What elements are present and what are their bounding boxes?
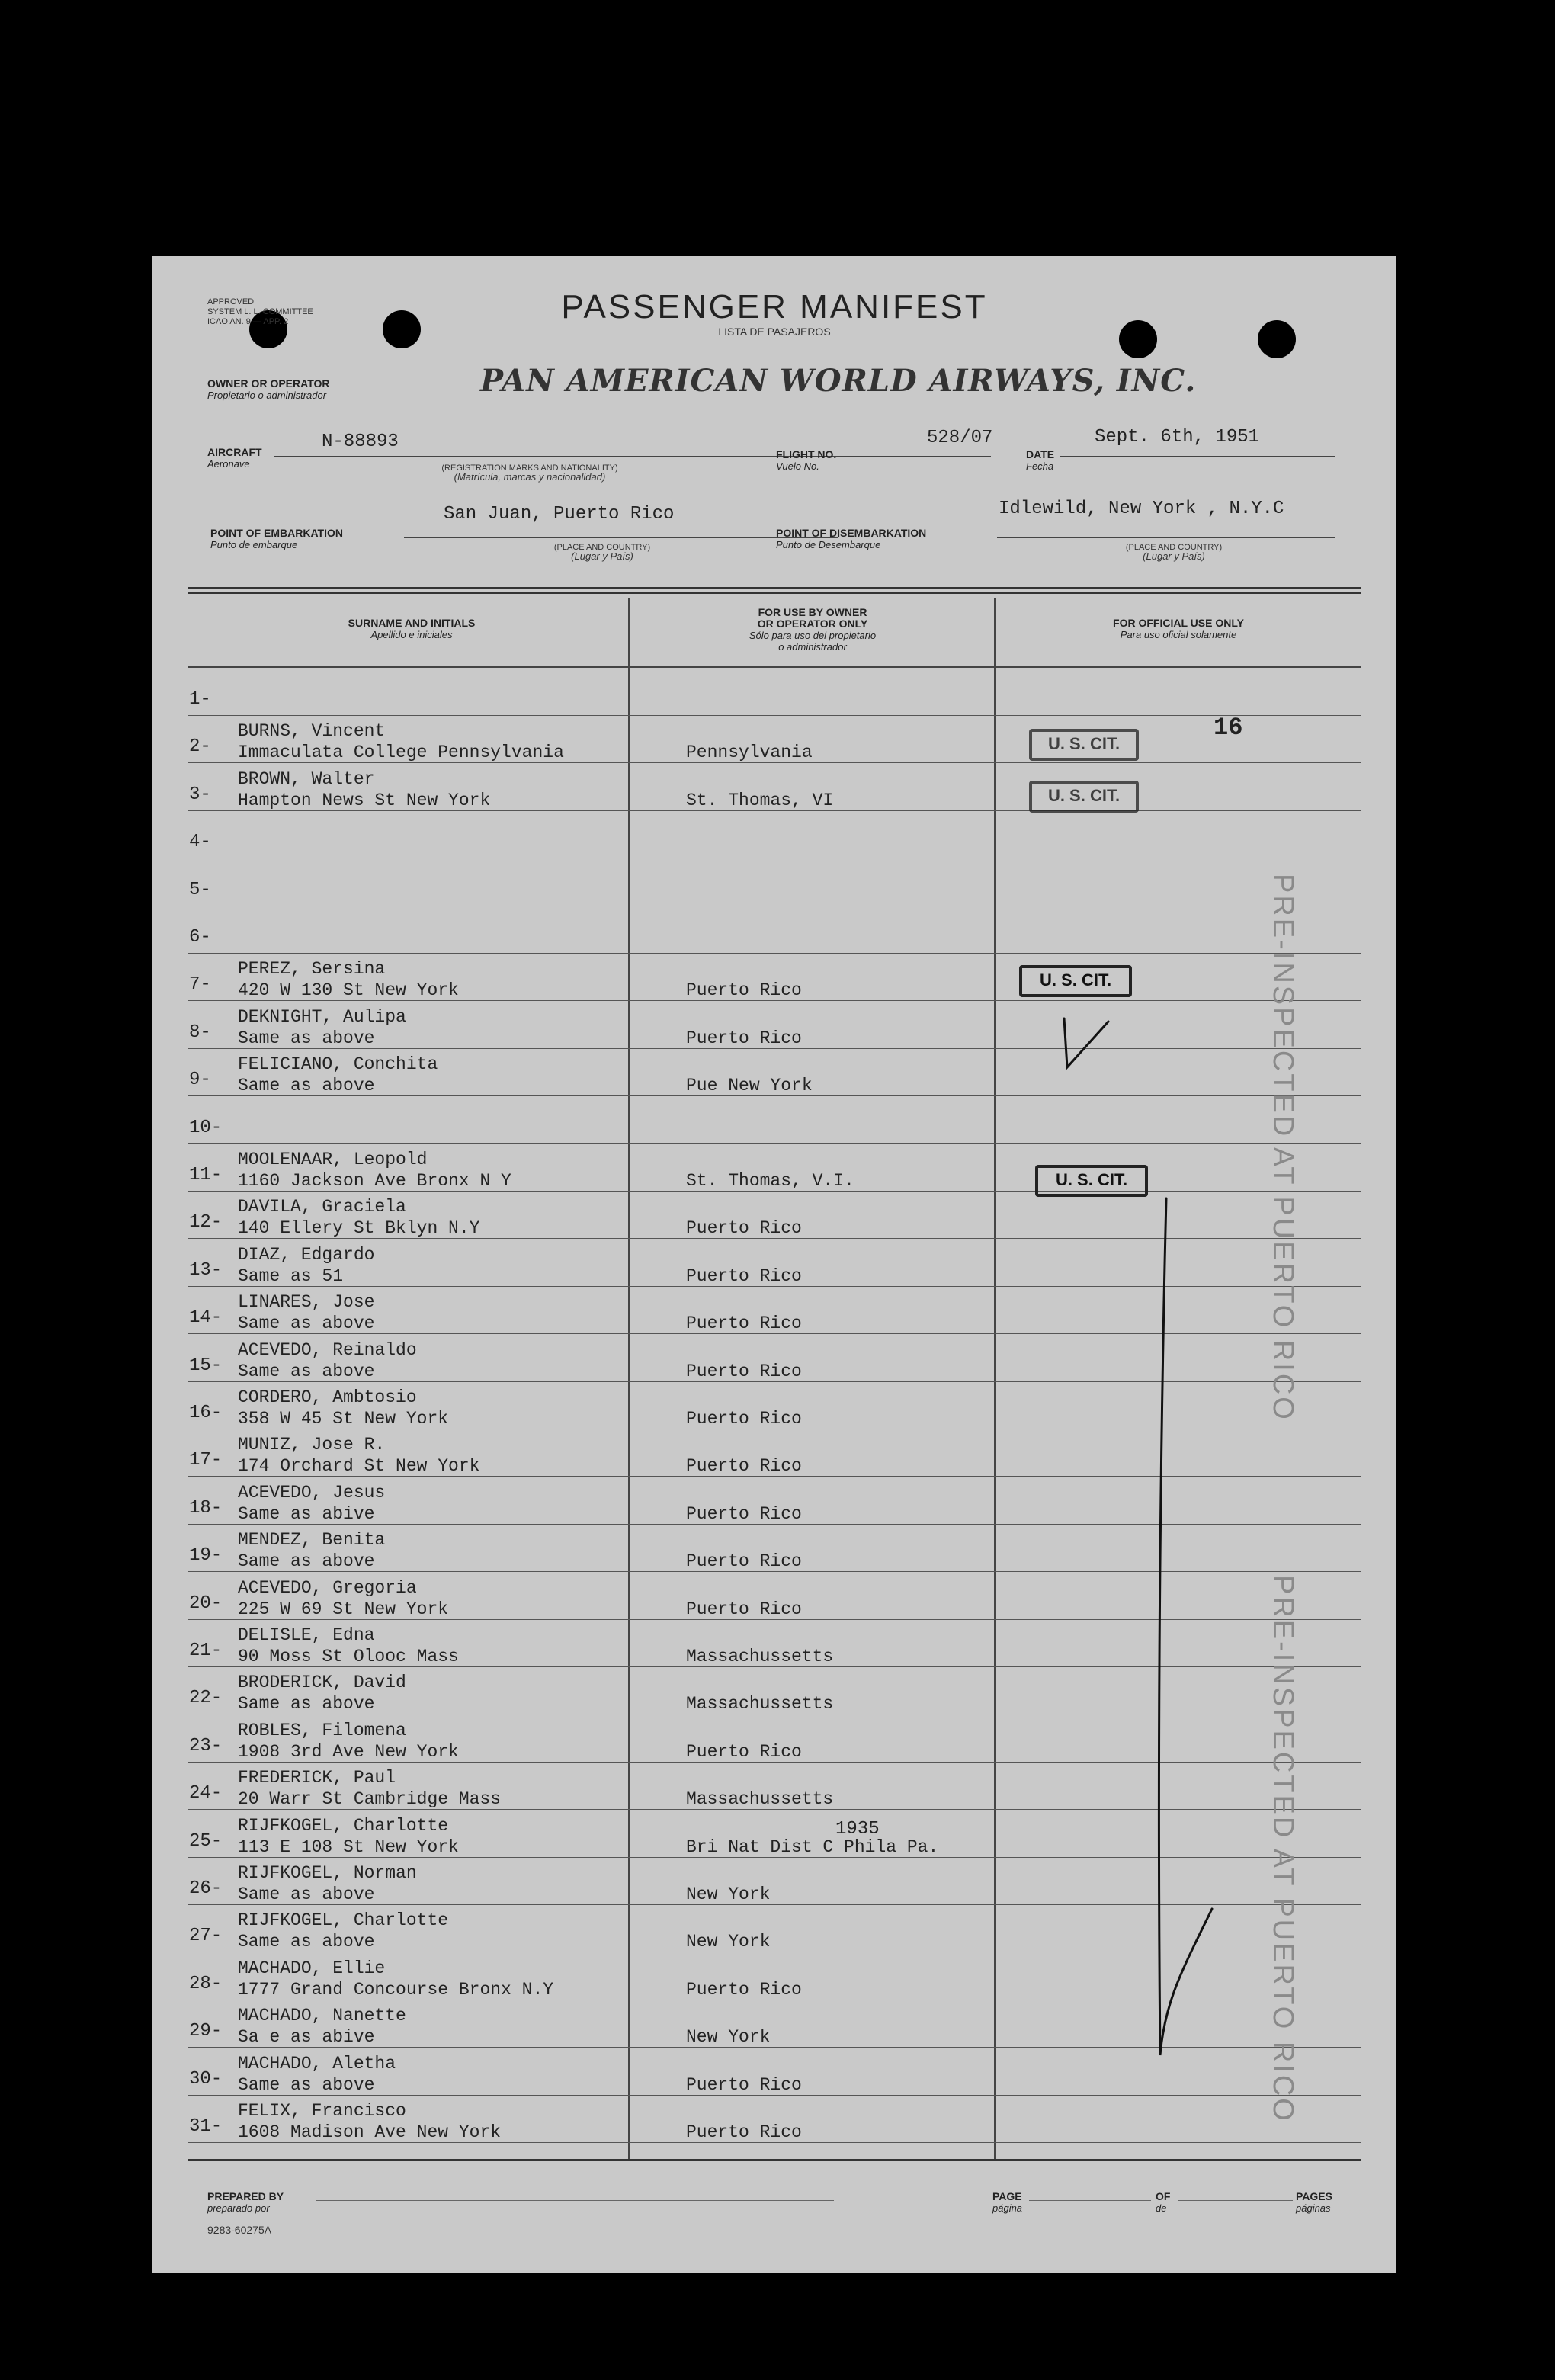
prepared-label: PREPARED BY	[207, 2190, 284, 2202]
of-label: OF	[1156, 2190, 1171, 2202]
column-header-official: FOR OFFICIAL USE ONLY Para uso oficial solamente	[1113, 617, 1244, 640]
row-number: 5-	[189, 880, 211, 900]
flight-label: FLIGHT NO.	[776, 448, 837, 460]
disembark-label: POINT OF DISEMBARKATION	[776, 527, 927, 539]
row-number: 14-	[189, 1307, 223, 1328]
passenger-origin: Puerto Rico	[686, 1456, 802, 1476]
passenger-name: BURNS, Vincent	[238, 721, 386, 741]
embark-label-es: Punto de embarque	[210, 539, 298, 550]
passenger-address: Same as above	[238, 1313, 375, 1333]
pages-label-es: páginas	[1296, 2202, 1331, 2214]
passenger-name: RIJFKOGEL, Norman	[238, 1863, 417, 1883]
passenger-address: 90 Moss St Olooc Mass	[238, 1647, 459, 1666]
row-number: 1-	[189, 689, 211, 710]
passenger-address: 140 Ellery St Bklyn N.Y	[238, 1218, 480, 1238]
passenger-origin: New York	[686, 2027, 771, 2047]
passenger-origin: Puerto Rico	[686, 980, 802, 1000]
passenger-origin: Puerto Rico	[686, 1742, 802, 1762]
passenger-address: Hampton News St New York	[238, 791, 491, 810]
embark-value: San Juan, Puerto Rico	[444, 504, 675, 524]
passenger-name: FELICIANO, Conchita	[238, 1054, 438, 1074]
passenger-origin: Pue New York	[686, 1076, 813, 1095]
row-number: 22-	[189, 1688, 223, 1708]
aircraft-value: N-88893	[322, 431, 399, 452]
passenger-name: FELIX, Francisco	[238, 2101, 406, 2121]
passenger-name: CORDERO, Ambtosio	[238, 1387, 417, 1407]
passenger-origin: Puerto Rico	[686, 1266, 802, 1286]
passenger-origin: St. Thomas, VI	[686, 791, 834, 810]
embark-label: POINT OF EMBARKATION	[210, 527, 343, 539]
row-divider	[188, 810, 1361, 811]
disembark-label-es: Punto de Desembarque	[776, 539, 881, 550]
us-citizen-stamp: U. S. CIT.	[1035, 1165, 1148, 1197]
row-number: 10-	[189, 1118, 223, 1138]
row-divider	[188, 762, 1361, 763]
page-label: PAGE	[992, 2190, 1022, 2202]
column-header-owner-use: FOR USE BY OWNER OR OPERATOR ONLY Sólo para uso del propietario o administrador	[749, 606, 877, 653]
passenger-name: PEREZ, Sersina	[238, 959, 386, 979]
passenger-origin: Massachussetts	[686, 1694, 834, 1714]
passenger-address: 20 Warr St Cambridge Mass	[238, 1789, 502, 1809]
passenger-name: DIAZ, Edgardo	[238, 1245, 375, 1265]
approved-line: ICAO AN. 9 — APP. 2	[207, 317, 289, 326]
row-number: 24-	[189, 1783, 223, 1804]
passenger-name: BROWN, Walter	[238, 769, 375, 789]
embark-place-label: (PLACE AND COUNTRY) (Lugar y País)	[553, 543, 651, 562]
disembark-value: Idlewild, New York , N.Y.C	[999, 499, 1284, 519]
passenger-address: 1608 Madison Ave New York	[238, 2122, 502, 2142]
aircraft-label-es: Aeronave	[207, 458, 250, 470]
passenger-name: MACHADO, Nanette	[238, 2006, 406, 2026]
passenger-address: Same as 51	[238, 1266, 344, 1286]
disembark-place-label: (PLACE AND COUNTRY) (Lugar y País)	[1125, 543, 1223, 562]
us-citizen-stamp: U. S. CIT.	[1019, 965, 1132, 997]
passenger-name: MUNIZ, Jose R.	[238, 1435, 386, 1455]
passenger-address: Same as above	[238, 1028, 375, 1048]
passenger-address: Same as above	[238, 1932, 375, 1952]
row-number: 4-	[189, 832, 211, 852]
row-number: 26-	[189, 1878, 223, 1899]
flight-value: 528/07	[927, 428, 993, 448]
passenger-origin: Massachussetts	[686, 1789, 834, 1809]
passenger-address: 174 Orchard St New York	[238, 1456, 480, 1476]
date-value: Sept. 6th, 1951	[1095, 427, 1260, 447]
row-number: 7-	[189, 974, 211, 995]
owner-label-es: Propietario o administrador	[207, 390, 327, 401]
passenger-origin: Puerto Rico	[686, 1599, 802, 1619]
page-subtitle: LISTA DE PASAJEROS	[718, 326, 831, 338]
row-divider	[188, 953, 1361, 954]
row-number: 31-	[189, 2116, 223, 2137]
row-number: 30-	[189, 2069, 223, 2090]
row-number: 23-	[189, 1736, 223, 1756]
row-number: 12-	[189, 1212, 223, 1233]
passenger-origin: New York	[686, 1932, 771, 1952]
row-number: 3-	[189, 784, 211, 805]
passenger-origin: Puerto Rico	[686, 1313, 802, 1333]
passenger-name: DAVILA, Graciela	[238, 1197, 406, 1217]
approved-line: SYSTEM L. L. COMMITTEE	[207, 307, 313, 316]
row-number: 28-	[189, 1974, 223, 1994]
row-number: 11-	[189, 1165, 223, 1185]
passenger-origin: Puerto Rico	[686, 2075, 802, 2095]
row-divider	[188, 715, 1361, 716]
row-number: 18-	[189, 1498, 223, 1519]
row-number: 29-	[189, 2021, 223, 2042]
row-number: 6-	[189, 927, 211, 948]
page-label-es: página	[992, 2202, 1023, 2214]
passenger-name: MOOLENAAR, Leopold	[238, 1150, 428, 1169]
row-number: 19-	[189, 1545, 223, 1566]
passenger-name: RIJFKOGEL, Charlotte	[238, 1910, 449, 1930]
passenger-name: MACHADO, Aletha	[238, 2054, 396, 2074]
count-note: 16	[1214, 714, 1243, 742]
passenger-name: FREDERICK, Paul	[238, 1768, 396, 1788]
passenger-name: LINARES, Jose	[238, 1292, 375, 1312]
owner-label: OWNER OR OPERATOR	[207, 377, 330, 390]
manifest-sheet	[152, 256, 1396, 2273]
row-number: 15-	[189, 1355, 223, 1376]
preinspected-stamp: PRE-INSPECTED AT PUERTO RICO	[1267, 1575, 1299, 2123]
row-number: 27-	[189, 1926, 223, 1946]
of-label-es: de	[1156, 2202, 1167, 2214]
passenger-name: MENDEZ, Benita	[238, 1530, 386, 1550]
passenger-name: RIJFKOGEL, Charlotte	[238, 1816, 449, 1836]
passenger-origin: Massachussetts	[686, 1647, 834, 1666]
passenger-name: BRODERICK, David	[238, 1673, 406, 1692]
passenger-origin: Puerto Rico	[686, 1551, 802, 1571]
passenger-address: Immaculata College Pennsylvania	[238, 743, 564, 762]
passenger-address: Sa e as abive	[238, 2027, 375, 2047]
passenger-origin: New York	[686, 1884, 771, 1904]
passenger-origin: Bri Nat Dist C Phila Pa.	[686, 1837, 939, 1857]
passenger-address: Same as above	[238, 1551, 375, 1571]
passenger-name: DEKNIGHT, Aulipa	[238, 1007, 406, 1027]
passenger-origin: Pennsylvania	[686, 743, 813, 762]
passenger-address: 1160 Jackson Ave Bronx N Y	[238, 1171, 511, 1191]
passenger-origin: Puerto Rico	[686, 1504, 802, 1524]
passenger-name: ROBLES, Filomena	[238, 1721, 406, 1740]
date-label-es: Fecha	[1026, 460, 1054, 472]
row-number: 21-	[189, 1641, 223, 1661]
row-number: 25-	[189, 1831, 223, 1852]
passenger-origin: Puerto Rico	[686, 1980, 802, 2000]
passenger-address: 113 E 108 St New York	[238, 1837, 459, 1857]
passenger-name: ACEVEDO, Gregoria	[238, 1578, 417, 1598]
owner-value: PAN AMERICAN WORLD AIRWAYS, INC.	[480, 363, 1197, 399]
passenger-origin: Puerto Rico	[686, 1362, 802, 1381]
passenger-origin: Puerto Rico	[686, 1028, 802, 1048]
passenger-address: 225 W 69 St New York	[238, 1599, 449, 1619]
page-title: PASSENGER MANIFEST	[561, 288, 988, 326]
column-header-surname: SURNAME AND INITIALS Apellido e iniciales	[348, 617, 476, 640]
row-number: 9-	[189, 1070, 211, 1090]
passenger-address: Same as above	[238, 1076, 375, 1095]
flight-label-es: Vuelo No.	[776, 460, 819, 472]
pages-label: PAGES	[1296, 2190, 1332, 2202]
passenger-name: ACEVEDO, Reinaldo	[238, 1340, 417, 1360]
passenger-address: 420 W 130 St New York	[238, 980, 459, 1000]
passenger-origin: Puerto Rico	[686, 1218, 802, 1238]
us-citizen-stamp: U. S. CIT.	[1029, 729, 1139, 761]
prepared-label-es: preparado por	[207, 2202, 270, 2214]
passenger-address: 358 W 45 St New York	[238, 1409, 449, 1429]
row-number: 13-	[189, 1260, 223, 1281]
passenger-address: Same as above	[238, 2075, 375, 2095]
row-number: 16-	[189, 1403, 223, 1423]
passenger-address: 1908 3rd Ave New York	[238, 1742, 459, 1762]
row-number: 17-	[189, 1450, 223, 1471]
registration-label: (REGISTRATION MARKS AND NATIONALITY) (Matrícula, marcas y nacionalidad)	[441, 463, 618, 483]
row-number: 2-	[189, 736, 211, 757]
passenger-address: Same as above	[238, 1694, 375, 1714]
passenger-name: MACHADO, Ellie	[238, 1958, 386, 1978]
passenger-origin: Puerto Rico	[686, 1409, 802, 1429]
date-label: DATE	[1026, 448, 1055, 460]
check-mark-drawing	[991, 988, 1372, 2177]
us-citizen-stamp: U. S. CIT.	[1029, 781, 1139, 813]
passenger-address: Same as above	[238, 1362, 375, 1381]
form-number: 9283-60275A	[207, 2224, 272, 2236]
passenger-address: Same as abive	[238, 1504, 375, 1524]
passenger-name: DELISLE, Edna	[238, 1625, 375, 1645]
passenger-address: 1777 Grand Concourse Bronx N.Y	[238, 1980, 554, 2000]
passenger-name: ACEVEDO, Jesus	[238, 1483, 386, 1503]
passenger-origin: Puerto Rico	[686, 2122, 802, 2142]
approved-line: APPROVED	[207, 297, 255, 306]
row-number: 20-	[189, 1593, 223, 1614]
passenger-origin: St. Thomas, V.I.	[686, 1171, 854, 1191]
row-number: 8-	[189, 1022, 211, 1043]
passenger-address: Same as above	[238, 1884, 375, 1904]
aircraft-label: AIRCRAFT	[207, 446, 262, 458]
preinspected-stamp: PRE-INSPECTED AT PUERTO RICO	[1267, 874, 1299, 1422]
year-note: 1935	[835, 1819, 880, 1840]
